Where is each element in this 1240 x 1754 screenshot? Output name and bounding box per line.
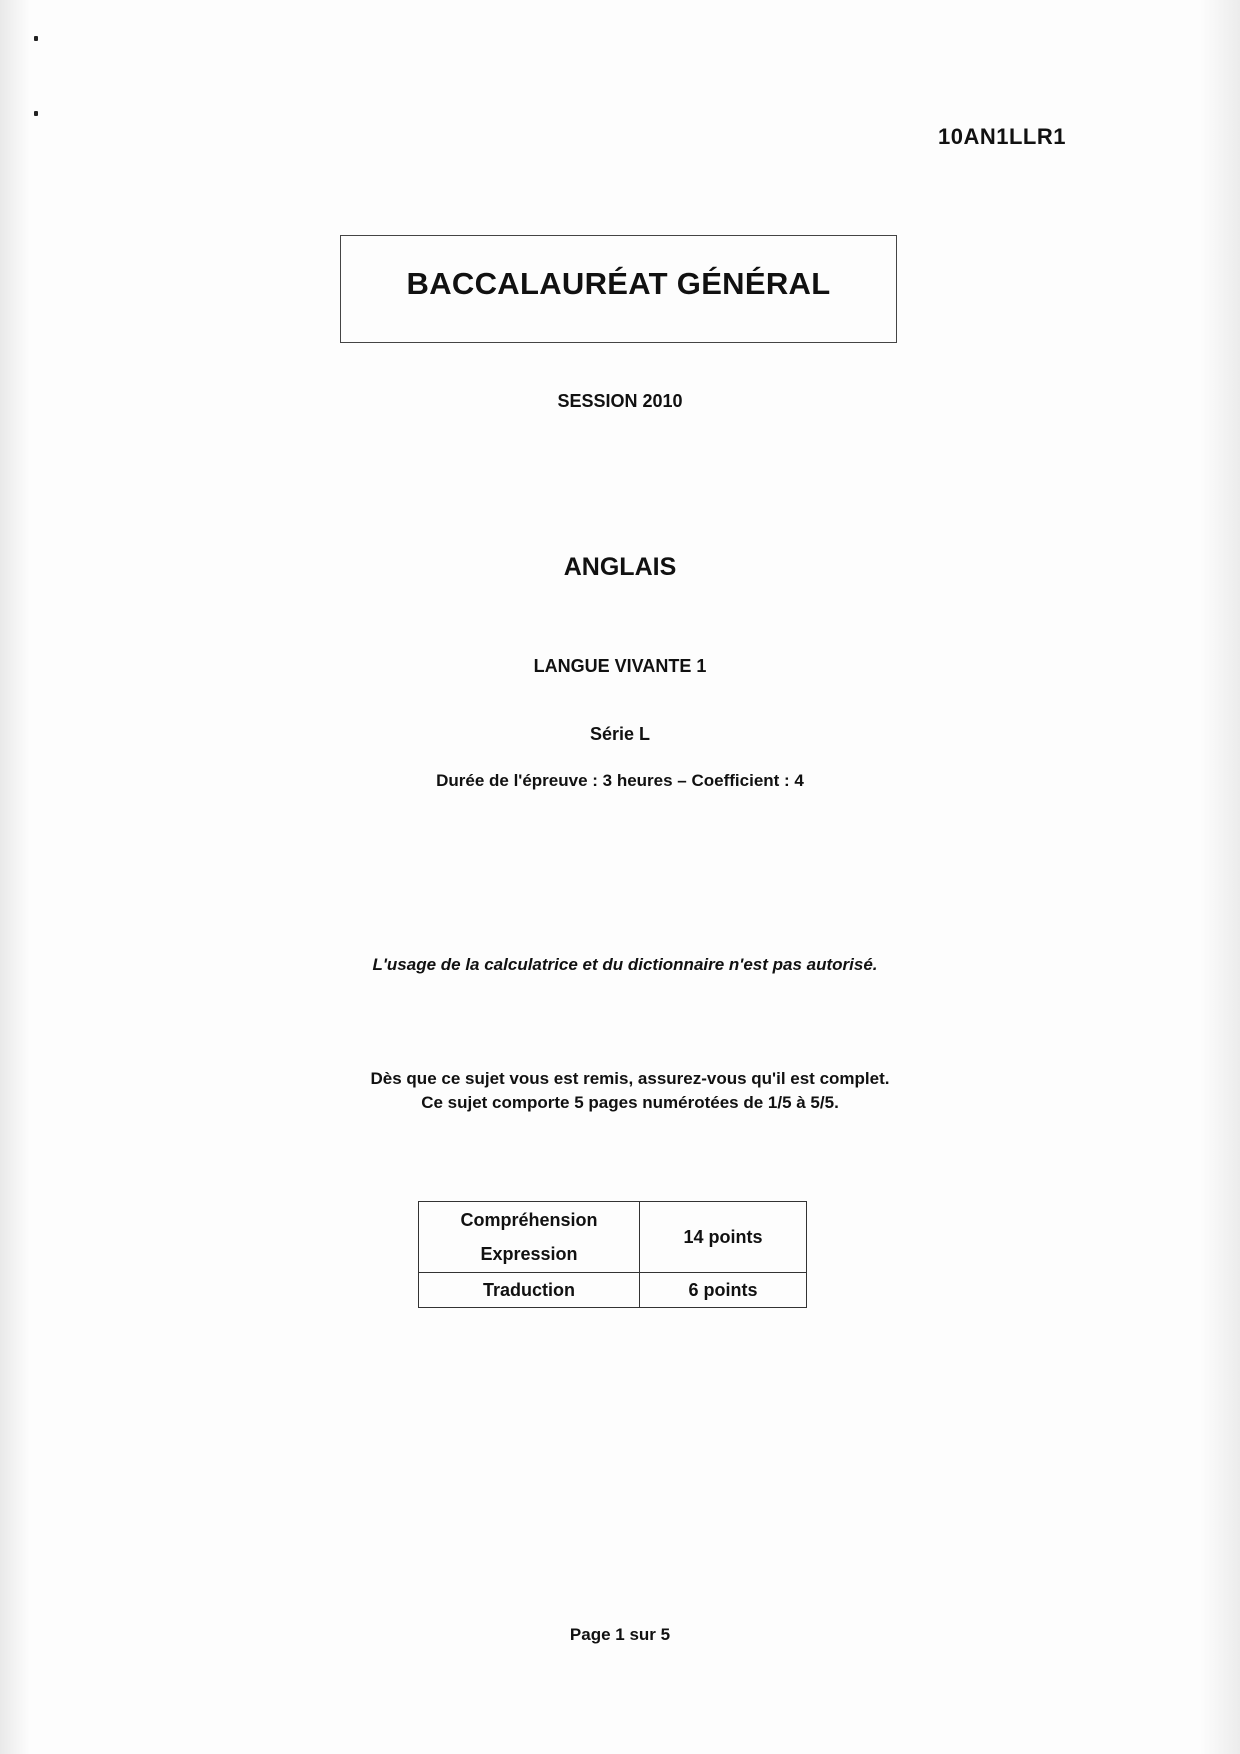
duration-coefficient: Durée de l'épreuve : 3 heures – Coefficient : 4 bbox=[436, 771, 804, 790]
scan-mark bbox=[34, 36, 38, 41]
category-label: Traduction bbox=[482, 1280, 575, 1300]
points-cell: 6 points bbox=[640, 1273, 807, 1308]
page-number: Page 1 sur 5 bbox=[569, 1625, 671, 1644]
category-cell bbox=[419, 1202, 640, 1273]
scan-shadow-left bbox=[0, 0, 30, 1754]
series-label: Série L bbox=[589, 724, 651, 744]
subject-code: 10AN1LLR1 bbox=[938, 124, 1066, 149]
scan-mark bbox=[34, 111, 38, 116]
session-label: SESSION 2010 bbox=[557, 391, 683, 411]
exam-title: BACCALAURÉAT GÉNÉRAL bbox=[406, 266, 831, 301]
table-row bbox=[419, 1202, 807, 1273]
title-box bbox=[340, 235, 897, 343]
calculator-rule-note: L'usage de la calculatrice et du dictionnaire n'est pas autorisé. bbox=[372, 955, 878, 974]
points-cell: 14 points bbox=[640, 1202, 807, 1273]
category-label: Compréhension bbox=[460, 1210, 598, 1230]
language-level: LANGUE VIVANTE 1 bbox=[533, 656, 707, 676]
subject-title: ANGLAIS bbox=[563, 553, 677, 581]
instructions-line-2: Ce sujet comporte 5 pages numérotées de 1/5 à 5/5. bbox=[421, 1093, 839, 1112]
instructions bbox=[10, 1067, 1240, 1115]
table-row bbox=[419, 1273, 807, 1308]
category-label: Expression bbox=[480, 1244, 578, 1264]
score-table bbox=[418, 1201, 807, 1308]
instructions-line-1: Dès que ce sujet vous est remis, assurez-vous qu'il est complet. bbox=[370, 1069, 890, 1088]
scan-shadow-right bbox=[1200, 0, 1240, 1754]
category-cell bbox=[419, 1273, 640, 1308]
